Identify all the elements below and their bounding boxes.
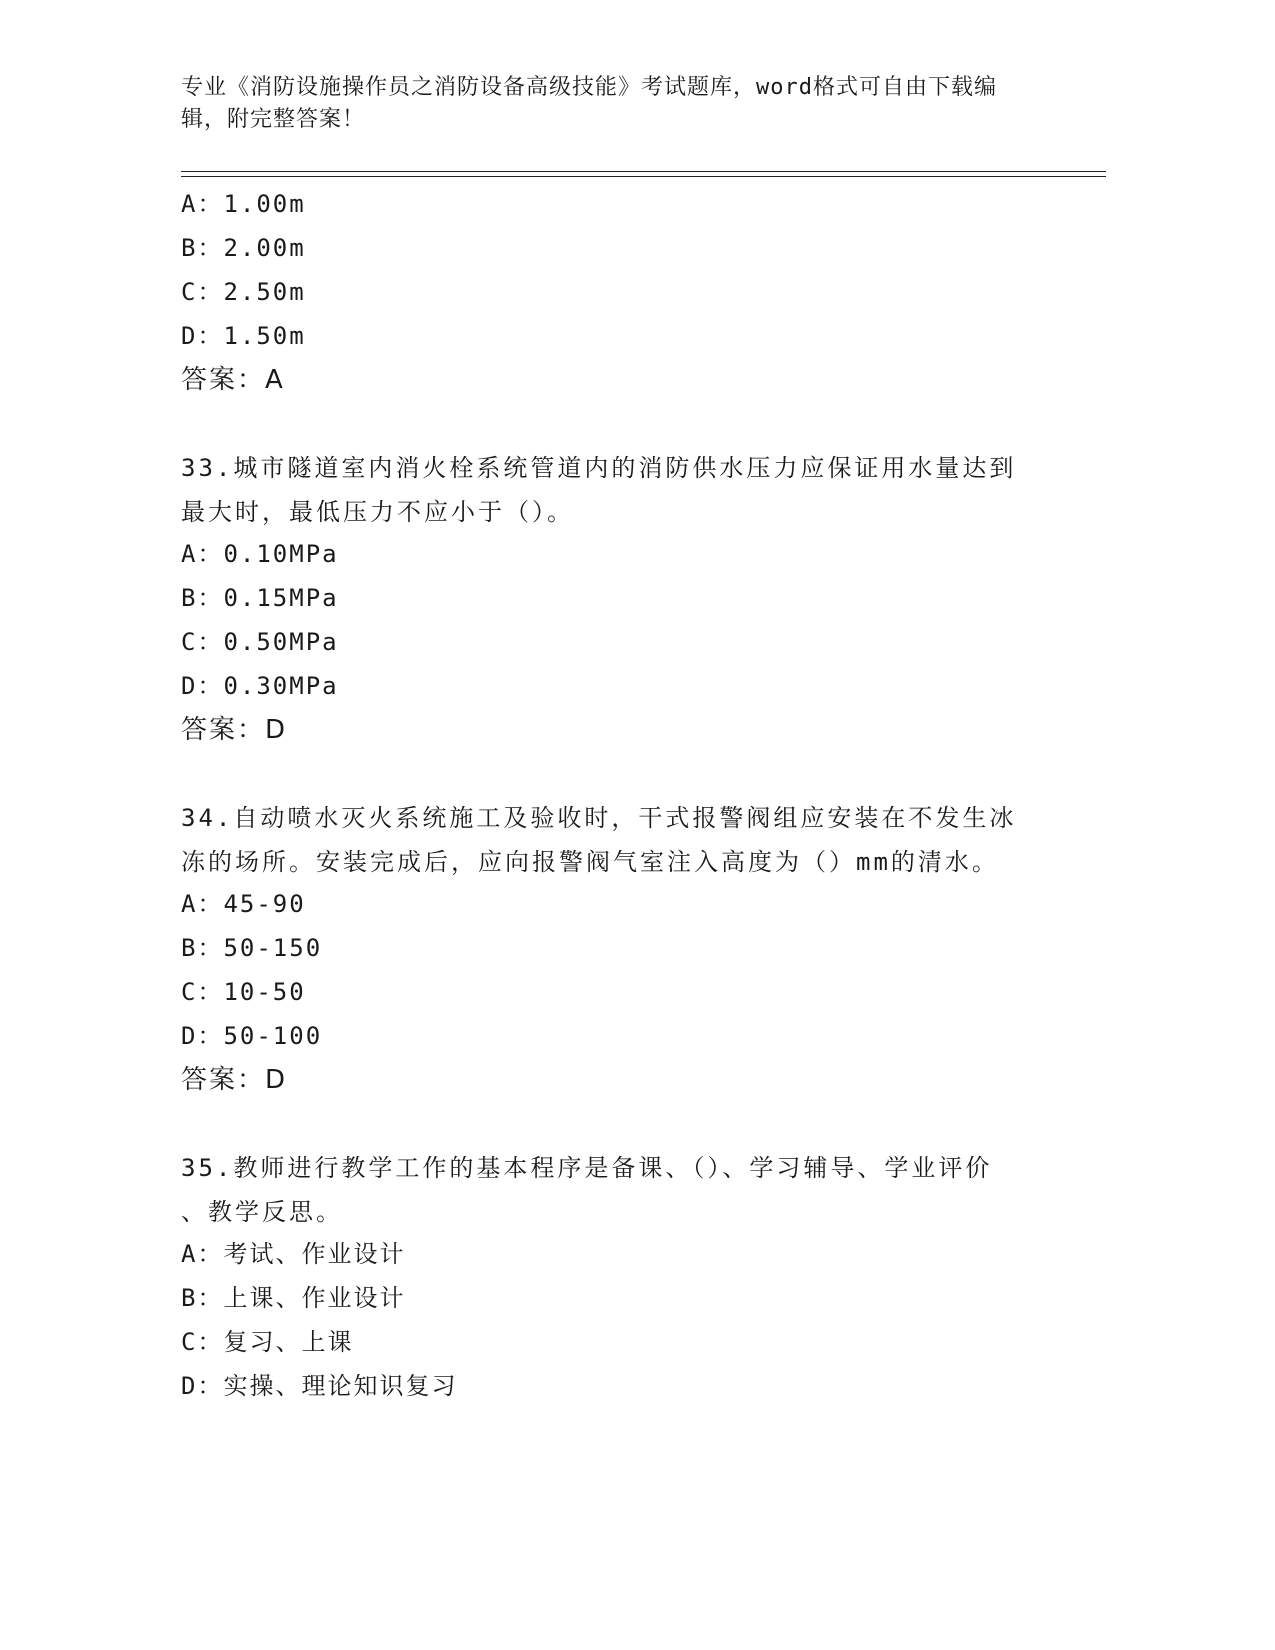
question-block-33 [181, 446, 1061, 754]
header-line-1: 专业《消防设施操作员之消防设备高级技能》考试题库，word格式可自由下载编 [181, 75, 997, 100]
answer-text: 答案：D [181, 715, 288, 745]
option-c: C：复习、上课 [181, 1328, 354, 1356]
question-text: 35.教师进行教学工作的基本程序是备课、（）、学习辅导、学业评价 、教学反思。 [181, 1154, 993, 1226]
option-b: B：50-150 [181, 934, 323, 962]
header-divider-bottom [181, 176, 1106, 177]
option-c: C：2.50m [181, 278, 306, 306]
question-block-34 [181, 796, 1061, 1104]
option-b: B：2.00m [181, 234, 306, 262]
header-line-2: 辑，附完整答案！ [181, 107, 366, 132]
question-text: 33.城市隧道室内消火栓系统管道内的消防供水压力应保证用水量达到 最大时，最低压力不应小于（）。 [181, 454, 1017, 526]
question-text: 34.自动喷水灭火系统施工及验收时，干式报警阀组应安装在不发生冰 冻的场所。安装完成后，应向报警阀气室注入高度为（）mm的清水。 [181, 804, 1017, 876]
question-block-35 [181, 1146, 1061, 1410]
option-c: C：10-50 [181, 978, 306, 1006]
answer-text: 答案：D [181, 1065, 288, 1095]
option-a: A：考试、作业设计 [181, 1240, 406, 1268]
header-divider-top [181, 171, 1106, 172]
option-c: C：0.50MPa [181, 628, 339, 656]
option-d: D：1.50m [181, 322, 306, 350]
option-a: A：1.00m [181, 190, 306, 218]
answer-text: 答案：A [181, 365, 285, 395]
option-a: A：0.10MPa [181, 540, 339, 568]
option-d: D：50-100 [181, 1022, 323, 1050]
question-block-32 [181, 184, 1061, 404]
option-d: D：0.30MPa [181, 672, 339, 700]
question-list [181, 184, 1061, 1410]
option-d: D：实操、理论知识复习 [181, 1372, 458, 1400]
page-header [181, 72, 1041, 136]
option-b: B：上课、作业设计 [181, 1284, 406, 1312]
option-b: B：0.15MPa [181, 584, 339, 612]
option-a: A：45-90 [181, 890, 306, 918]
